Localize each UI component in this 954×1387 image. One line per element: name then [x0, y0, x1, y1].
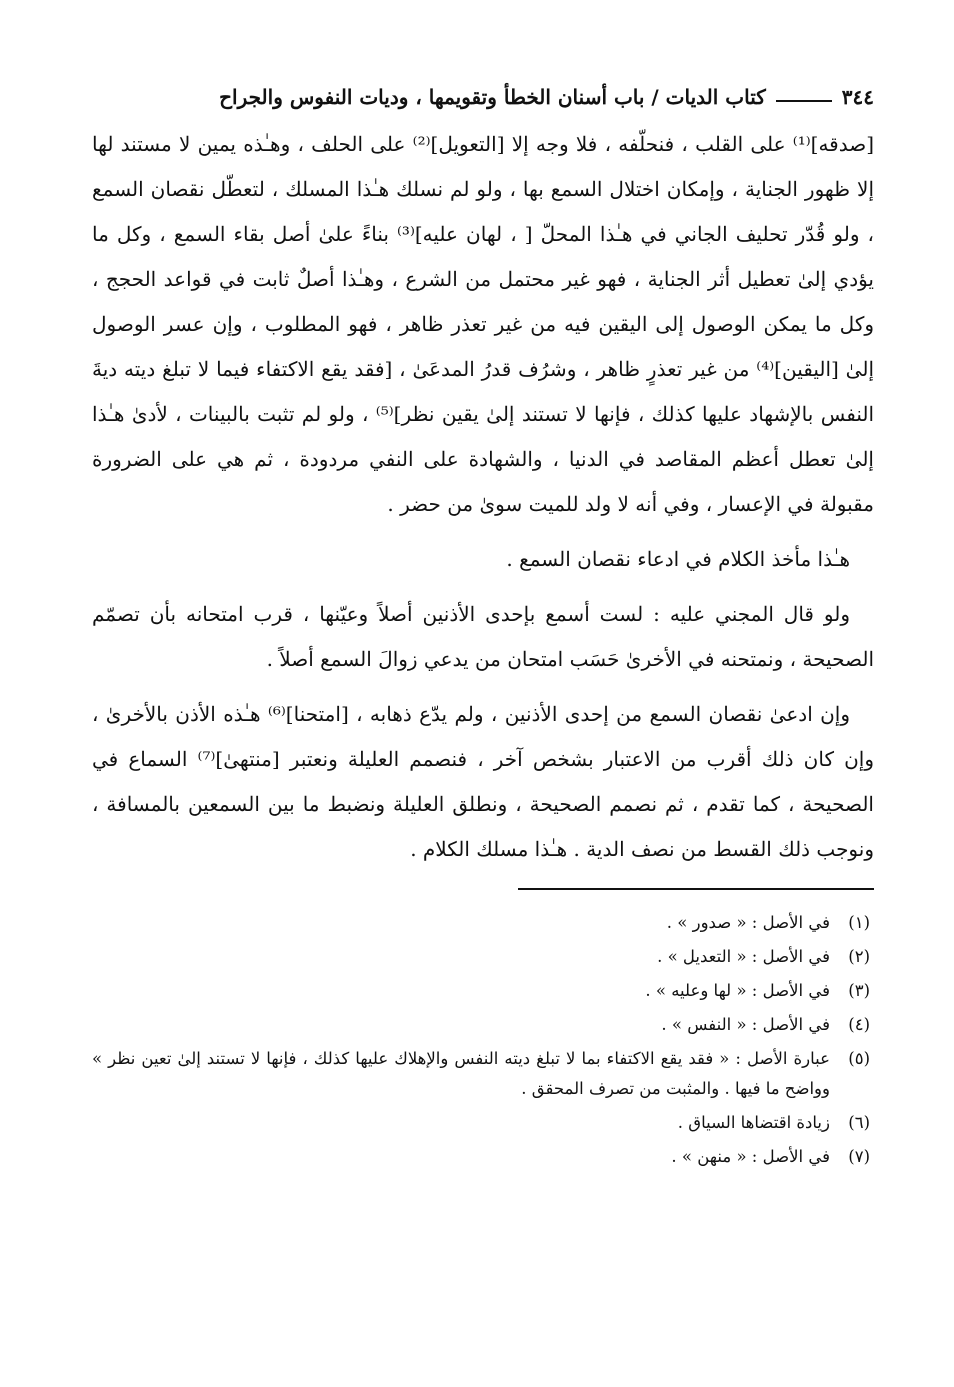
- footnote: [92, 976, 874, 1006]
- main-text: [92, 122, 874, 872]
- footnote-number: (٣): [848, 981, 870, 1000]
- footnote-text: في الأصل : « التعديل » .: [657, 947, 830, 966]
- footnote-number: (٦): [848, 1113, 870, 1132]
- footnote-text: زيادة اقتضاها السياق .: [677, 1113, 830, 1132]
- footnote: [92, 1142, 874, 1172]
- footnote: [92, 908, 874, 938]
- footnote: [92, 1108, 874, 1138]
- footnote: [92, 1010, 874, 1040]
- paragraph: [صدقه]⁽¹⁾ على القلب ، فنحلّفه ، فلا وجه إلا [التعويل]⁽²⁾ على الحلف ، وهـٰذه يمين لا مستند لها إلا ظهور الجناية ، وإمكان اختلال السمع بها ، ولو لم نسلك هـٰذا المسلك ، لتعطّل نقصان السمع ، ولو قُدّر تحليف الجاني في هـٰذا المحلّ [ ، لهان عليه]⁽³⁾ بناءً علىٰ أصل بقاء السمع ، وكل ما يؤدي إلىٰ تعطيل أثر الجناية ، فهو غير محتمل من الشرع ، وهـٰذا أصلٌ ثابت في قواعد الحجج ، وكل ما يمكن الوصول إلى اليقين فيه من غير تعذر ظاهر ، فهو المطلوب ، وإن عسر الوصول إلىٰ [اليقين]⁽⁴⁾ من غير تعذرٍ ظاهر ، وشرُف قدرُ المدعَىٰ ، [فقد يقع الاكتفاء فيما لا تبلغ ديته ديةَ النفس بالإشهاد عليها كذلك ، فإنها لا تستند إلىٰ يقين نظر]⁽⁵⁾ ، ولو لم تثبت بالبينات ، لأدىٰ هـٰذا إلىٰ تعطل أعظم المقاصد في الدنيا ، والشهادة على النفي مردودة ، ثم هي على الضرورة مقبولة في الإعسار ، وفي أنه لا ولد للميت سوىٰ من حضر .: [92, 132, 875, 516]
- footnote: [92, 1044, 874, 1104]
- footnote-separator: [518, 888, 874, 890]
- paragraph: ولو قال المجني عليه : لست أسمع بإحدى الأذنين أصلاً وعيّنها ، قرب امتحانه بأن تصمّم الصحيحة ، ونمتحنه في الأخرىٰ حَسَب امتحان من يدعي زوالَ السمع أصلاً .: [92, 602, 874, 671]
- footnote-text: في الأصل : « صدور » .: [666, 913, 830, 932]
- footnotes-list: [92, 908, 874, 1172]
- running-header: [92, 80, 874, 114]
- running-title: كتاب الديات / باب أسنان الخطأ وتقويمها ، وديات النفوس والجراح: [219, 85, 766, 109]
- footnote-text: في الأصل : « لها وعليه » .: [645, 981, 830, 1000]
- footnote-number: (٤): [848, 1015, 870, 1034]
- page-number: ٣٤٤: [841, 85, 874, 109]
- footnote-text: في الأصل : « النفس » .: [661, 1015, 830, 1034]
- book-page: [92, 80, 874, 1189]
- paragraph: وإن ادعىٰ نقصان السمع من إحدى الأذنين ، ولم يدّع ذهابه ، [امتحنا]⁽⁶⁾ هـٰذه الأذن بالأخرىٰ ، وإن كان ذلك أقرب من الاعتبار بشخص آخر ، فنصمم العليلة ونعتبر [منتهىٰ]⁽⁷⁾ السماع في الصحيحة ، كما تقدم ، ثم نصمم الصحيحة ، ونطلق العليلة ونضبط ما بين السمعين بالمسافة ، ونوجب ذلك القسط من نصف الدية . هـٰذا مسلك الكلام .: [92, 702, 874, 861]
- footnote-number: (٧): [848, 1147, 870, 1166]
- footnote-number: (٥): [848, 1049, 870, 1068]
- footnote-number: (١): [848, 913, 870, 932]
- header-rule: [776, 100, 832, 102]
- footnote-number: (٢): [848, 947, 870, 966]
- footnote: [92, 942, 874, 972]
- paragraph: هـٰذا مأخذ الكلام في ادعاء نقصان السمع .: [506, 547, 850, 571]
- footnote-text: في الأصل : « منهن » .: [671, 1147, 830, 1166]
- footnote-text: عبارة الأصل : « فقد يقع الاكتفاء بما لا تبلغ ديته النفس والإهلاك عليها كذلك ، فإنها لا تستند إلىٰ تعين نظر » وواضح ما فيها . والمثبت من تصرف المحقق .: [92, 1049, 830, 1098]
